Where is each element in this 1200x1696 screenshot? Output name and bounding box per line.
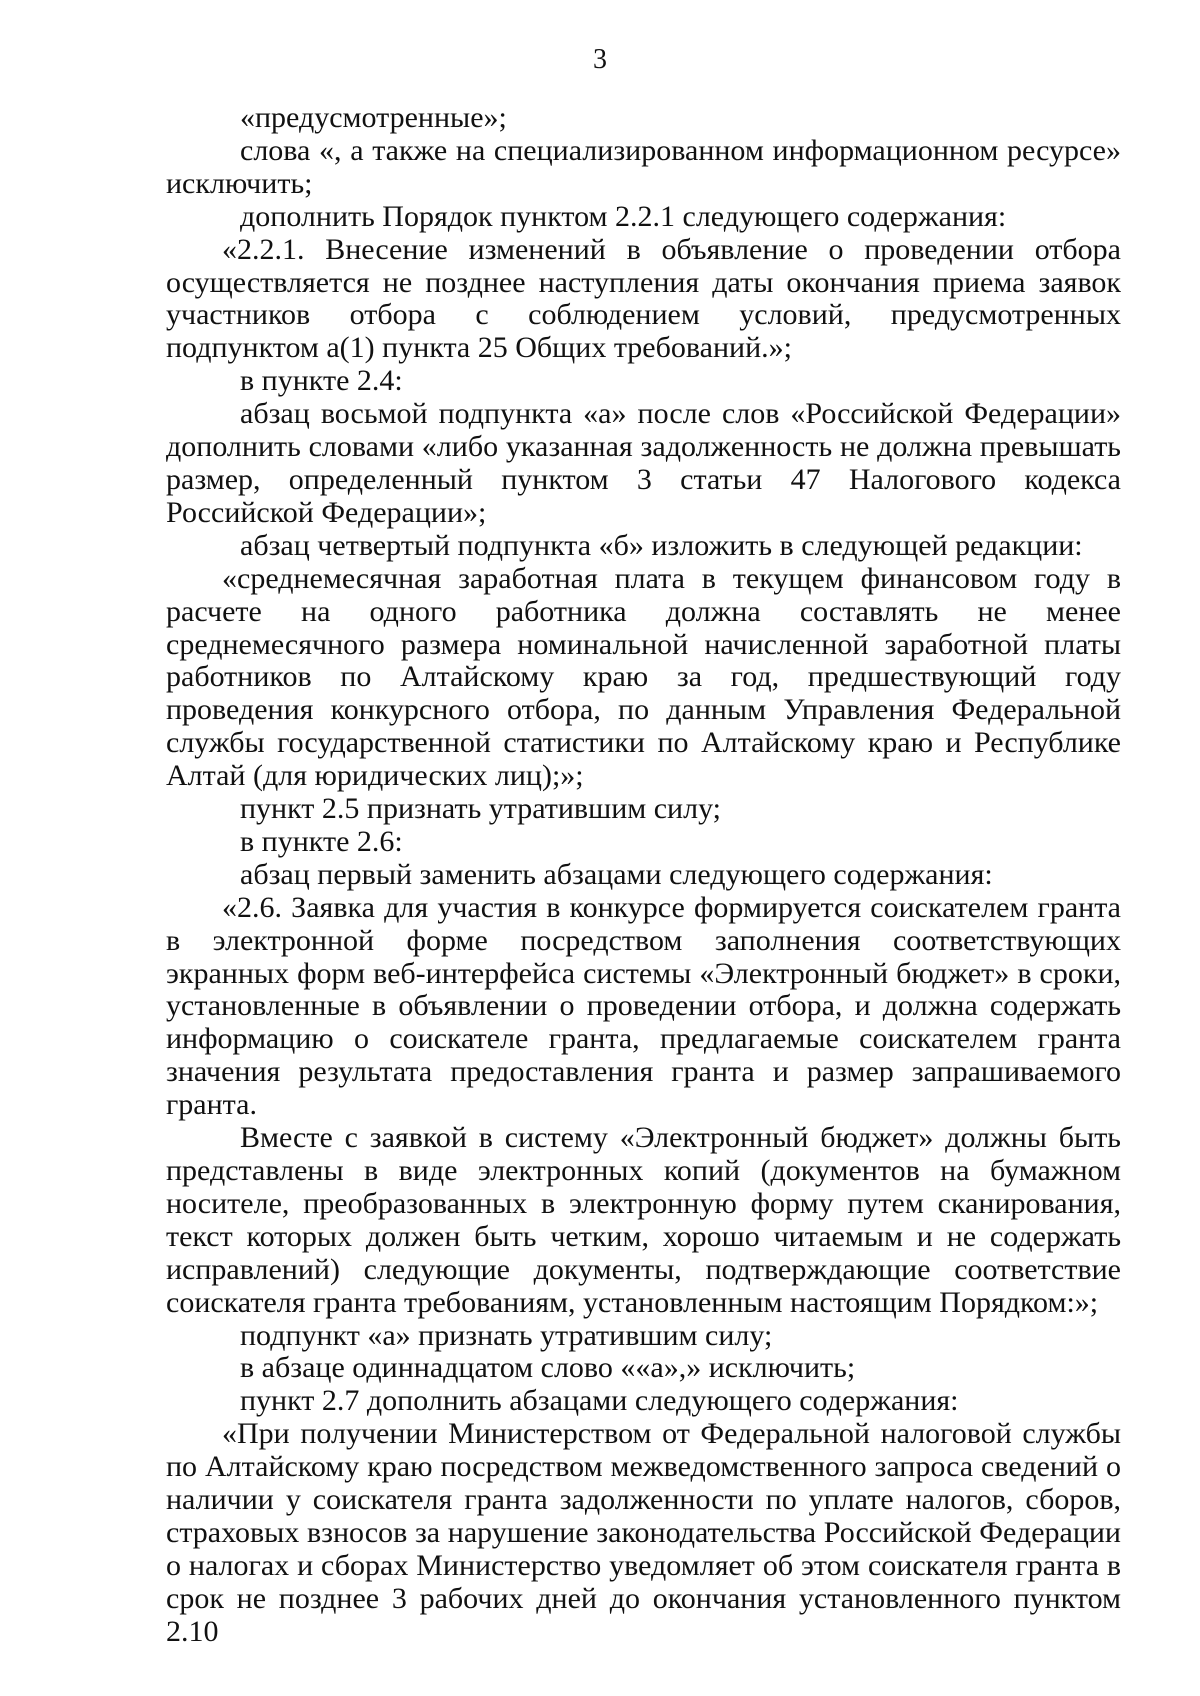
paragraph-8: «среднемесячная заработная плата в текущем финансовом году в расчете на одного работника должна составлять не менее среднемесячного размера номинальной начисленной заработной платы работников по Алтайскому краю за год, предшествующий году проведения конкурсного отбора, по данным Управления Федеральной службы государственной статистики по Алтайскому краю и Республике Алтай (для юридических лиц);»;: [166, 561, 1121, 793]
paragraph-10: в пункте 2.6:: [240, 824, 403, 858]
page-number: 3: [593, 44, 607, 75]
paragraph-14: подпункт «а» признать утратившим силу;: [240, 1318, 773, 1352]
paragraph-11: абзац первый заменить абзацами следующего содержания:: [240, 857, 993, 891]
paragraph-12: «2.6. Заявка для участия в конкурсе формируется соискателем гранта в электронной форме посредством заполнения соответствующих экранных форм веб-интерфейса системы «Электронный бюджет» в сроки, установленные в объявлении о проведении отбора, и должна содержать информацию о соискателе гранта, предлагаемые соискателем гранта значения результата предоставления гранта и размер запрашиваемого гранта.: [166, 890, 1121, 1122]
paragraph-9: пункт 2.5 признать утратившим силу;: [240, 792, 722, 826]
paragraph-16: пункт 2.7 дополнить абзацами следующего содержания:: [240, 1384, 959, 1418]
paragraph-3: дополнить Порядок пунктом 2.2.1 следующего содержания:: [240, 199, 1007, 233]
paragraph-4: «2.2.1. Внесение изменений в объявление о проведении отбора осуществляется не позднее наступления даты окончания приема заявок участников отбора с соблюдением условий, предусмотренных подпунктом а(1) пункта 25 Общих требований.»;: [166, 232, 1121, 365]
paragraph-5: в пункте 2.4:: [240, 364, 403, 398]
paragraph-2: слова «, а также на специализированном информационном ресурсе» исключить;: [166, 133, 1121, 200]
document-body: [166, 102, 1121, 1649]
paragraph-7: абзац четвертый подпункта «б» изложить в следующей редакции:: [240, 528, 1083, 562]
paragraph-17: «При получении Министерством от Федеральной налоговой службы по Алтайскому краю посредством межведомственного запроса сведений о наличии у соискателя гранта задолженности по уплате налогов, сборов, страховых взносов за нарушение законодательства Российской Федерации о налогах и сборах Министерство уведомляет об этом соискателя гранта в срок не позднее 3 рабочих дней до окончания установленного пунктом 2.10: [166, 1417, 1121, 1648]
paragraph-13: Вместе с заявкой в систему «Электронный бюджет» должны быть представлены в виде электронных копий (документов на бумажном носителе, преобразованных в электронную форму путем сканирования, текст которых должен быть четким, хорошо читаемым и не содержать исправлений) следующие документы, подтверждающие соответствие соискателя гранта требованиям, установленным настоящим Порядком:»;: [166, 1121, 1121, 1319]
paragraph-15: в абзаце одиннадцатом слово ««а»,» исключить;: [240, 1351, 856, 1385]
paragraph-6: абзац восьмой подпункта «а» после слов «Российской Федерации» дополнить словами «либо указанная задолженность не должна превышать размер, определенный пунктом 3 статьи 47 Налогового кодекса Российской Федерации»;: [166, 397, 1121, 529]
paragraph-1: «предусмотренные»;: [240, 101, 507, 134]
